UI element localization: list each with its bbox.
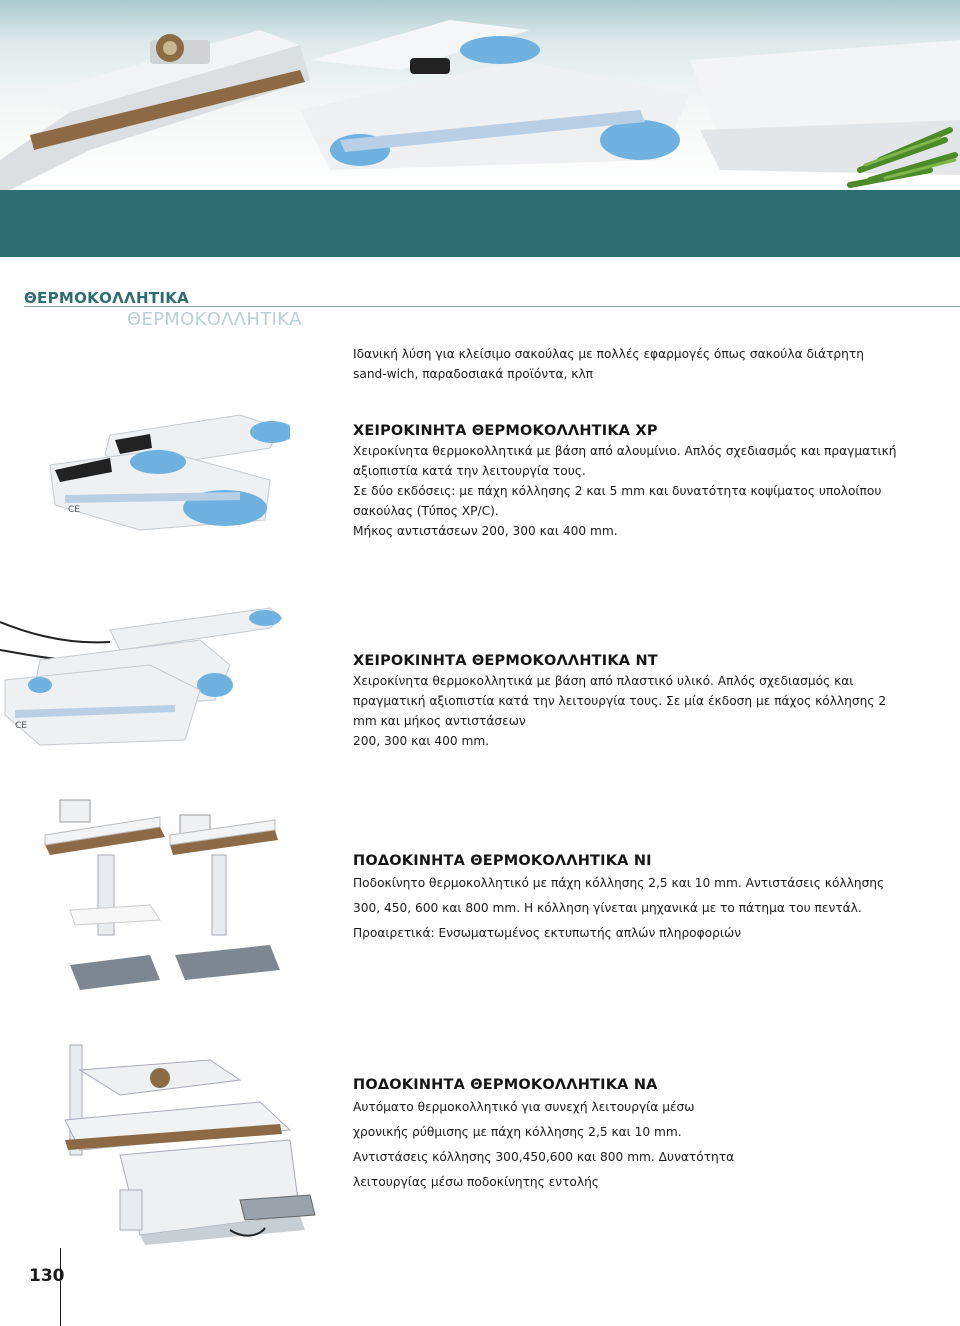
product-ni-heading: ΠΟΔΟΚΙΝΗΤΑ ΘΕΡΜΟΚΟΛΛΗΤΙΚΑ NI	[353, 853, 652, 869]
stand-sealer-left	[45, 800, 165, 990]
sealer-xp-front	[50, 450, 270, 530]
svg-text:CE: CE	[68, 505, 80, 515]
product-na-heading: ΠΟΔΟΚΙΝΗΤΑ ΘΕΡΜΟΚΟΛΛΗΤΙΚΑ NA	[353, 1077, 658, 1093]
section-title: ΘΕΡΜΟΚΟΛΛΗΤΙΚΑ	[24, 289, 190, 307]
product-ni-line-1: Ποδοκίνητο θερμοκολλητικό με πάχη κόλλησης 2,5 και 10 mm. Αντιστάσεις κόλλησης 300, 450, 600 και 800 mm. Η κόλληση γίνεται μηχανικά με το πάτημα του πεντάλ.	[353, 876, 885, 915]
product-nt	[353, 653, 913, 751]
header-color-band	[0, 190, 960, 257]
svg-text:CE: CE	[15, 721, 27, 731]
page-number-rule	[60, 1248, 61, 1326]
product-nt-line-1: Χειροκίνητα θερμοκολλητικά με βάση από πλαστικό υλικό. Απλός σχεδιασμός και πραγματική αξιοπιστία κατά την λειτουργία τους. Σε μία έκδοση με πάχος κόλλησης 2 mm και μήκος αντιστάσεων	[353, 674, 887, 728]
sealer-nt-front	[5, 665, 200, 745]
header-photo-banner	[0, 0, 960, 190]
page-number: 130	[29, 1266, 65, 1286]
product-xp-line-3: Μήκος αντιστάσεων 200, 300 και 400 mm.	[353, 524, 618, 538]
header-sealers-illustration	[0, 0, 960, 190]
product-image-nt	[0, 600, 300, 754]
product-image-xp	[40, 410, 290, 554]
product-xp	[353, 423, 913, 541]
intro-paragraph: Ιδανική λύση για κλείσιμο σακούλας με πολλές εφαρμογές όπως σακούλα διάτρητη sand-wich, παραδοσιακά προϊόντα, κλπ	[353, 347, 864, 381]
product-image-na	[60, 1040, 320, 1254]
product-xp-line-2: Σε δύο εκδόσεις: με πάχη κόλλησης 2 και 5 mm και δυνατότητα κοψίματος υπολοίπου σακούλας (Τύπος XP/C).	[353, 484, 882, 518]
product-ni	[353, 853, 913, 946]
section-title-shadow: ΘΕΡΜΟΚΟΛΛΗΤΙΚΑ	[127, 309, 302, 330]
product-na-line-1: Αυτόματο θερμοκολλητικό για συνεχή λειτουργία μέσω χρονικής ρύθμισης με πάχη κόλλησης 2,5 και 10 mm. Αντιστάσεις κόλλησης 300,450,600 και 800 mm. Δυνατότητα λειτουργίας μέσω ποδοκίνητης εντολής	[353, 1100, 735, 1189]
product-nt-heading: ΧΕΙΡΟΚΙΝΗΤΑ ΘΕΡΜΟΚΟΛΛΗΤΙΚΑ NT	[353, 653, 658, 669]
product-xp-line-1: Χειροκίνητα θερμοκολλητικά με βάση από αλουμίνιο. Απλός σχεδιασμός και πραγματική αξιοπιστία κατά την λειτουργία τους.	[353, 444, 897, 478]
product-xp-heading: ΧΕΙΡΟΚΙΝΗΤΑ ΘΕΡΜΟΚΟΛΛΗΤΙΚΑ XP	[353, 423, 658, 439]
product-nt-line-2: 200, 300 και 400 mm.	[353, 734, 490, 748]
product-na	[353, 1077, 913, 1195]
product-ni-line-2: Προαιρετικά: Ενσωματωμένος εκτυπωτής απλών πληροφοριών	[353, 926, 742, 940]
section-title-rule	[24, 306, 960, 307]
product-image-ni	[40, 795, 290, 1009]
stand-sealer-right	[170, 815, 280, 980]
